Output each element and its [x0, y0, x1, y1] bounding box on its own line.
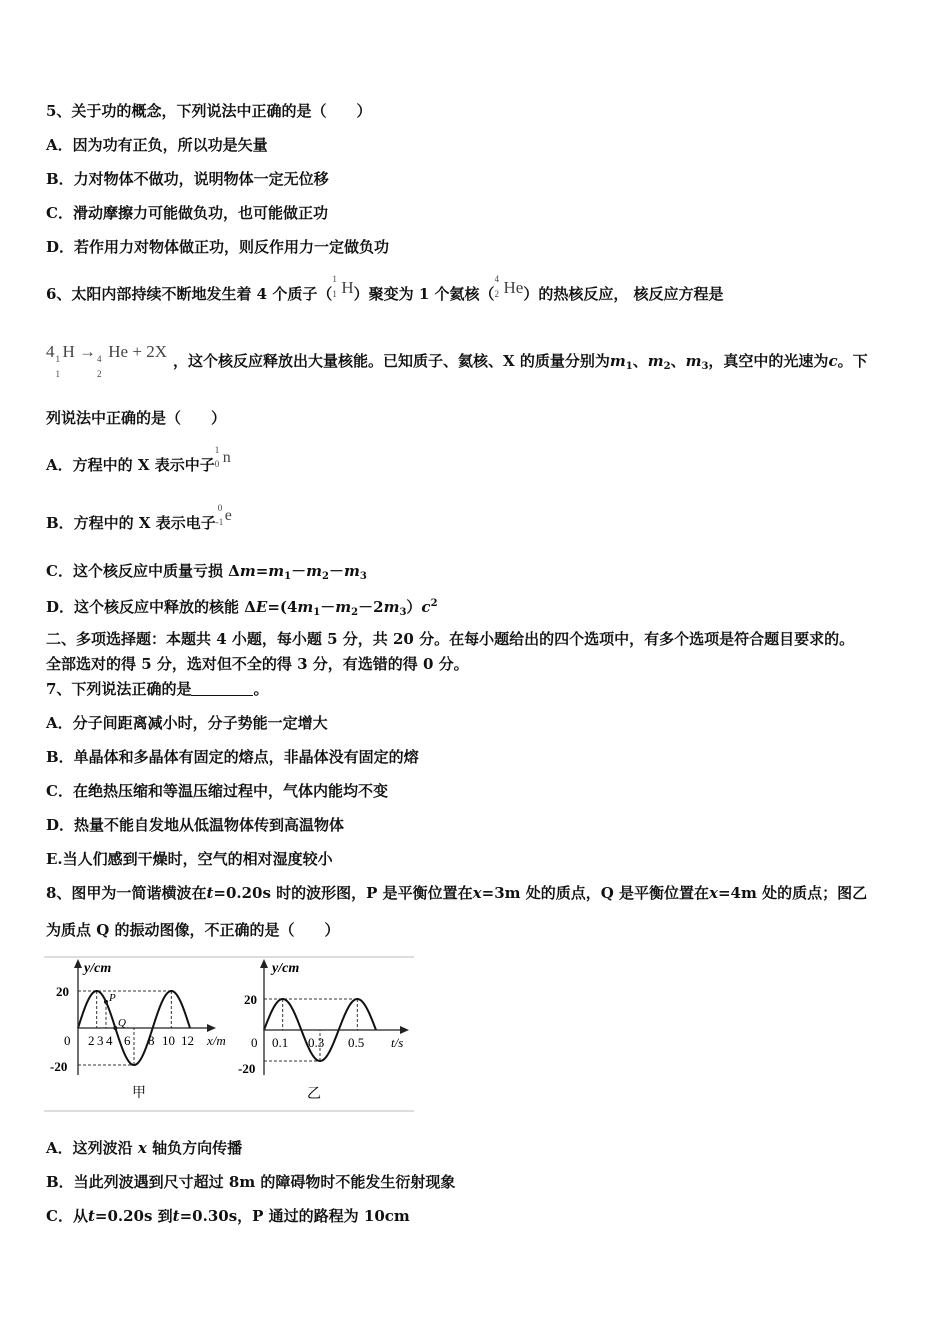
- jia-xtick-10: 10: [162, 1033, 175, 1048]
- yi-caption: 乙: [307, 1087, 321, 1102]
- yi-y-arrow-icon: [260, 959, 268, 968]
- jia-origin: 0: [64, 1033, 71, 1048]
- q7-option-b: B．单晶体和多晶体有固定的熔点，非晶体没有固定的熔: [46, 748, 419, 766]
- jia-xtick-12: 12: [181, 1033, 194, 1048]
- q6-option-c: C．这个核反应中质量亏损 $\Delta m=m_1-m_2-m_3$: [46, 562, 367, 582]
- q5-option-b: B．力对物体不做功，说明物体一定无位移: [46, 170, 329, 188]
- jia-y-label: y/cm: [84, 961, 112, 976]
- q8-stem: 8、图甲为一简谐横波在t=0.20s 时的波形图，P 是平衡位置在x=3m 处的质点，Q 是平衡位置在x=4m 处的质点；图乙: [46, 884, 868, 902]
- helium-symbol: 4 2 He: [494, 274, 524, 299]
- jia-y-arrow-icon: [74, 959, 82, 968]
- yi-xtick-0.3: 0.3: [308, 1035, 325, 1050]
- jia-xtick-8: 8: [148, 1033, 155, 1048]
- wave-graph-jia: [44, 955, 238, 1113]
- q8-option-c: C．从t=0.20s 到t=0.30s，P 通过的路程为 10cm: [46, 1207, 410, 1225]
- yi-xtick-0.5: 0.5: [348, 1035, 365, 1050]
- q6-option-a: A．方程中的 X 表示中子 1 0 n: [46, 445, 231, 474]
- q5-option-c: C．滑动摩擦力可能做负功，也可能做正功: [46, 204, 328, 222]
- yi-x-arrow-icon: [400, 1026, 409, 1034]
- vibration-graph-yi: [236, 955, 414, 1113]
- q5-stem: 5、关于功的概念，下列说法中正确的是（ ）: [46, 102, 372, 120]
- jia-ytick-neg20: -20: [50, 1059, 68, 1074]
- point-p-label: P: [109, 992, 116, 1004]
- point-q-label: Q: [118, 1017, 126, 1029]
- jia-xtick-4: 4: [106, 1033, 113, 1048]
- q6-stem: 6、太阳内部持续不断地发生着 4 个质子（ 1 1 H）聚变为 1 个氦核（ 4 2 He）的热核反应， 核反应方程是: [46, 274, 724, 303]
- neutron-symbol: 1 0 n: [214, 445, 231, 469]
- jia-xtick-3: 3: [97, 1033, 104, 1048]
- q7-option-c: C．在绝热压缩和等温压缩过程中，气体内能均不变: [46, 782, 388, 800]
- section2-heading-line2: 全部选对的得 5 分，选对但不全的得 3 分，有选错的得 0 分。: [46, 655, 469, 673]
- jia-x-label: x/m: [207, 1033, 226, 1048]
- jia-xtick-2: 2: [88, 1033, 95, 1048]
- q7-stem: 7、下列说法正确的是 。: [46, 680, 269, 698]
- electron-symbol: 0 -1 e: [215, 503, 232, 527]
- q7-option-a: A．分子间距离减小时，分子势能一定增大: [46, 714, 328, 732]
- q6-option-b: B．方程中的 X 表示电子 0 -1 e: [46, 503, 232, 532]
- reaction-equation: 4 1 1 H → 4 2 He + 2X: [46, 342, 167, 379]
- q5-option-a: A．因为功有正负，所以功是矢量: [46, 136, 268, 154]
- jia-ytick-20: 20: [56, 984, 69, 999]
- jia-x-arrow-icon: [207, 1024, 216, 1032]
- q5-option-d: D．若作用力对物体做正功，则反作用力一定做负功: [46, 238, 390, 256]
- yi-xtick-0.1: 0.1: [272, 1035, 289, 1050]
- q8-option-b: B．当此列波遇到尺寸超过 8m 的障碍物时不能发生衍射现象: [46, 1173, 456, 1191]
- q6-stem-line3: 列说法中正确的是（ ）: [46, 409, 227, 427]
- q7-option-e: E.当人们感到干燥时，空气的相对湿度较小: [46, 850, 333, 868]
- jia-caption: 甲: [132, 1086, 146, 1101]
- yi-y-label: y/cm: [272, 961, 300, 976]
- yi-origin: 0: [251, 1035, 258, 1050]
- q6-option-d: D．这个核反应中释放的核能 $\Delta E=(4m_1-m_2-2m_3)c^2$: [46, 598, 438, 618]
- answer-blank: [191, 681, 253, 696]
- q8-option-a: A．这列波沿 x 轴负方向传播: [46, 1139, 243, 1157]
- yi-ytick-20: 20: [244, 992, 257, 1007]
- q7-option-d: D．热量不能自发地从低温物体传到高温物体: [46, 816, 345, 834]
- section2-heading-line1: 二、多项选择题：本题共 4 小题，每小题 5 分，共 20 分。在每小题给出的四个选项中，有多个选项是符合题目要求的。: [46, 630, 855, 648]
- proton-symbol: 1 1 H: [332, 274, 354, 299]
- q8-stem-line2: 为质点 Q 的振动图像，不正确的是（ ）: [46, 921, 340, 939]
- yi-x-label: t/s: [391, 1035, 404, 1050]
- q6-equation-line: 4 1 1 H → 4 2 He + 2X ，这个核反应释放出大量核能。已知质子、氦核、X 的质量分别为$m_1$、$m_2$、$m_3$，真空中的光速为c。下: [46, 342, 868, 379]
- jia-xtick-6: 6: [124, 1033, 131, 1048]
- yi-ytick-neg20: -20: [238, 1061, 256, 1076]
